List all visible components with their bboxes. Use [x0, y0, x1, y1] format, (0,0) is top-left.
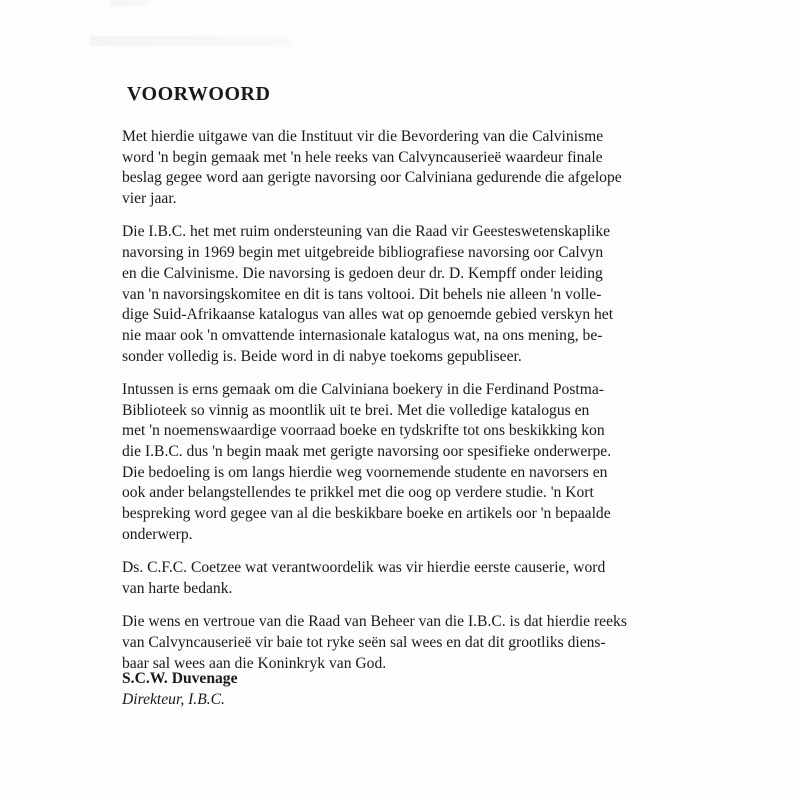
text-line: Biblioteek so vinnig as moontlik uit te brei. Met die volledige katalogus en [122, 401, 590, 419]
signatory-name: S.C.W. Duvenage [122, 670, 238, 687]
text-line: vier jaar. [122, 190, 177, 208]
text-line: baar sal wees aan die Koninkryk van God. [122, 654, 387, 672]
text-line: dige Suid-Afrikaanse katalogus van alles wat op genoemde gebied verskyn het [122, 306, 614, 324]
document-body [122, 127, 717, 687]
text-line: en die Calvinisme. Die navorsing is gedoen deur dr. D. Kempff onder leiding [122, 264, 603, 282]
text-line: beslag gegee word aan gerigte navorsing oor Calviniana gedurende die afgelope [122, 169, 622, 187]
bleed-through-mark [110, 0, 150, 6]
text-line: Met hierdie uitgawe van die Instituut vir die Bevordering van die Calvinisme [122, 128, 604, 145]
text-line: onderwerp. [122, 525, 193, 543]
text-line: van harte bedank. [122, 579, 233, 597]
text-line: Die wens en vertroue van die Raad van Beheer van die I.B.C. is dat hierdie reeks [122, 613, 627, 631]
text-line: Die I.B.C. het met ruim ondersteuning van die Raad vir Geesteswetenskaplike [122, 223, 611, 241]
text-line: ook ander belangstellendes te prikkel met die oog op verdere studie. 'n Kort [122, 484, 594, 502]
paragraph [122, 612, 717, 674]
bleed-through-mark [90, 36, 290, 46]
text-line: word 'n begin gemaak met 'n hele reeks van Calvyncauserieë waardeur finale [122, 148, 603, 166]
text-line: die I.B.C. dus 'n begin maak met gerigte navorsing oor spesifieke onderwerpe. [122, 443, 612, 461]
text-line: Ds. C.F.C. Coetzee wat verantwoordelik was vir hierdie eerste causerie, word [122, 559, 606, 577]
text-line: nie maar ook 'n omvattende internasionale katalogus wat, na ons mening, be- [122, 326, 603, 344]
text-line: sonder volledig is. Beide word in di nabye toekoms gepubliseer. [122, 347, 522, 365]
paragraph [122, 380, 717, 546]
text-line: Die bedoeling is om langs hierdie weg voornemende studente en navorsers en [122, 463, 608, 481]
text-line: bespreking word gegee van al die beskikbare boeke en artikels oor 'n bepaalde [122, 505, 611, 523]
text-line: Intussen is erns gemaak om die Calviniana boekery in die Ferdinand Postma- [122, 380, 604, 398]
paragraph [122, 558, 717, 599]
page-title: VOORWOORD [127, 83, 271, 105]
signature-block [122, 669, 238, 710]
text-line: van Calvyncauserieë vir baie tot ryke seën sal wees en dat dit grootliks diens- [122, 633, 606, 651]
text-line: navorsing in 1969 begin met uitgebreide bibliografiese navorsing oor Calvyn [122, 244, 604, 262]
paragraph [122, 127, 717, 210]
signatory-role: Direkteur, I.B.C. [122, 690, 225, 708]
text-line: met 'n noemenswaardige voorraad boeke en tydskrifte tot ons beskikking kon [122, 422, 605, 440]
paragraph [122, 222, 717, 367]
text-line: van 'n navorsingskomitee en dit is tans voltooi. Dit behels nie alleen 'n volle- [122, 285, 602, 303]
